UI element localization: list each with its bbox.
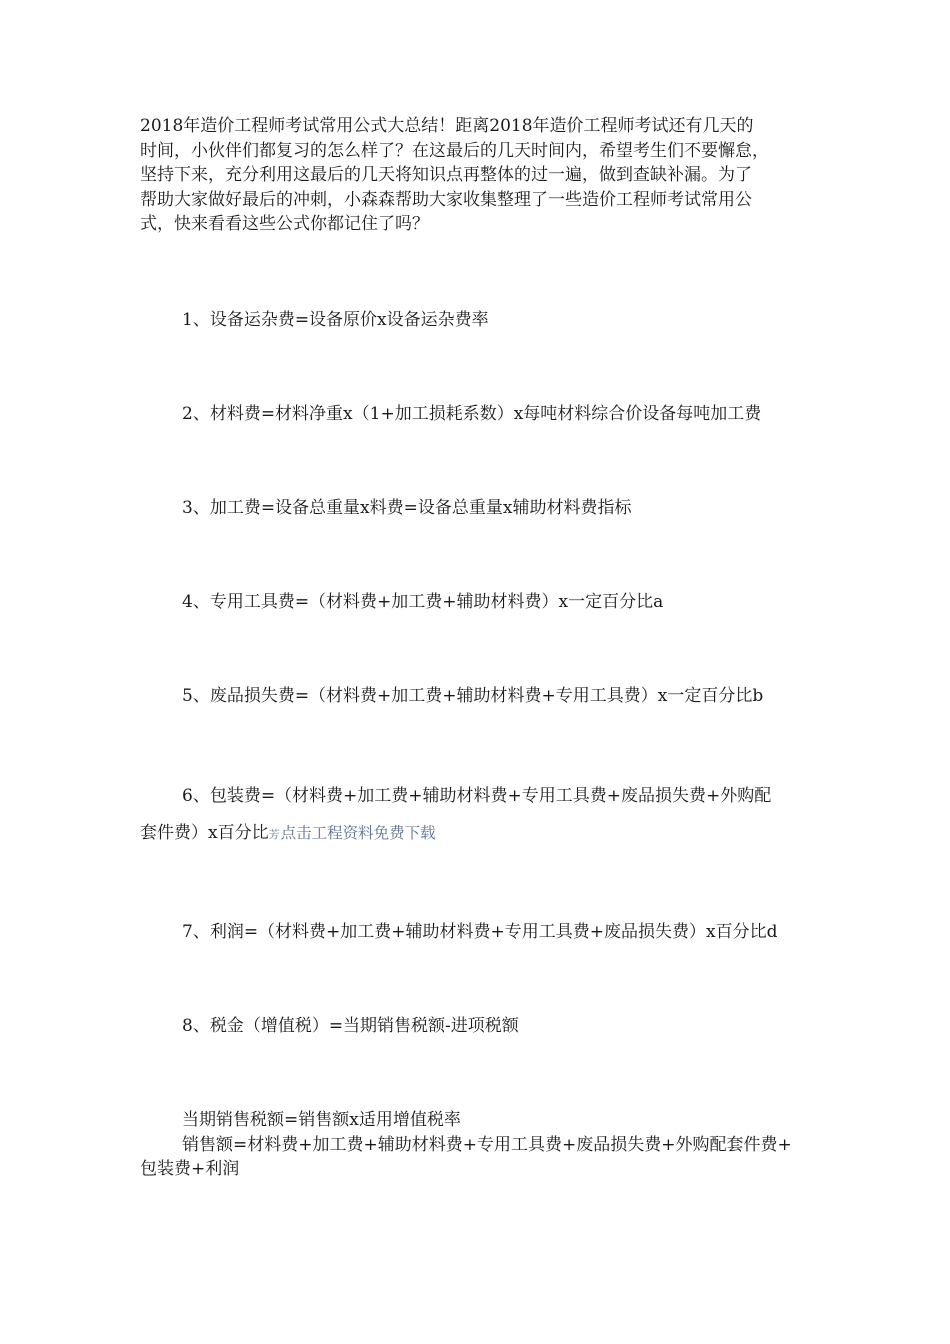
formula-2 [0, 402, 950, 427]
formula-7-text: 7、利润=（材料费+加工费+辅助材料费+专用工具费+废品损失费）x百分比d [182, 922, 778, 942]
intro-line-5: 式，快来看看这些公式你都记住了吗？ [140, 214, 429, 234]
intro-line-2: 时间，小伙伴们都复习的怎么样了？在这最后的几天时间内，希望考生们不要懈怠， [140, 140, 769, 161]
formula-1 [0, 308, 950, 333]
download-link-icon: 芳 [268, 828, 280, 841]
formula-6-line-1: 6、包装费=（材料费+加工费+辅助材料费+专用工具费+废品损失费+外购配 [182, 786, 772, 806]
formula-5-text: 5、废品损失费=（材料费+加工费+辅助材料费+专用工具费）x一定百分比b [182, 686, 764, 706]
intro-line-1: 2018年造价工程师考试常用公式大总结！距离2018年造价工程师考试还有几天的 [140, 116, 754, 136]
intro-line-4: 帮助大家做好最后的冲刺，小森森帮助大家收集整理了一些造价工程师考试常用公 [140, 189, 752, 210]
formula-6-line-2 [0, 815, 950, 853]
formula-3 [0, 496, 950, 521]
download-link[interactable] [269, 824, 436, 842]
formula-1-text: 1、设备运杂费=设备原价x设备运杂费率 [182, 310, 489, 330]
formula-7 [0, 920, 950, 945]
formula-4 [0, 590, 950, 615]
formula-2-text: 2、材料费=材料净重x（1+加工损耗系数）x每吨材料综合价设备每吨加工费 [182, 404, 762, 424]
tax-details-line-3: 包装费+利润 [140, 1159, 240, 1179]
intro-line-3: 坚持下来，充分利用这最后的几天将知识点再整体的过一遍，做到查缺补漏。为了 [140, 165, 752, 185]
formula-6-line-2-text: 套件费）x百分比 [140, 823, 269, 843]
formula-6 [0, 778, 950, 853]
tax-details-line-1: 当期销售税额=销售额x适用增值税率 [182, 1110, 461, 1130]
download-link-text: 点击工程资料免费下载 [280, 824, 436, 842]
formula-3-text: 3、加工费=设备总重量x料费=设备总重量x辅助材料费指标 [182, 498, 632, 518]
intro-paragraph [140, 114, 840, 237]
formula-8 [0, 1014, 950, 1039]
formula-8-text: 8、税金（增值税）=当期销售税额-进项税额 [182, 1016, 519, 1036]
tax-details-line-2: 销售额=材料费+加工费+辅助材料费+专用工具费+废品损失费+外购配套件费+ [182, 1134, 792, 1155]
tax-details [0, 1108, 950, 1182]
formula-4-text: 4、专用工具费=（材料费+加工费+辅助材料费）x一定百分比a [182, 592, 664, 612]
formula-5 [0, 684, 950, 709]
